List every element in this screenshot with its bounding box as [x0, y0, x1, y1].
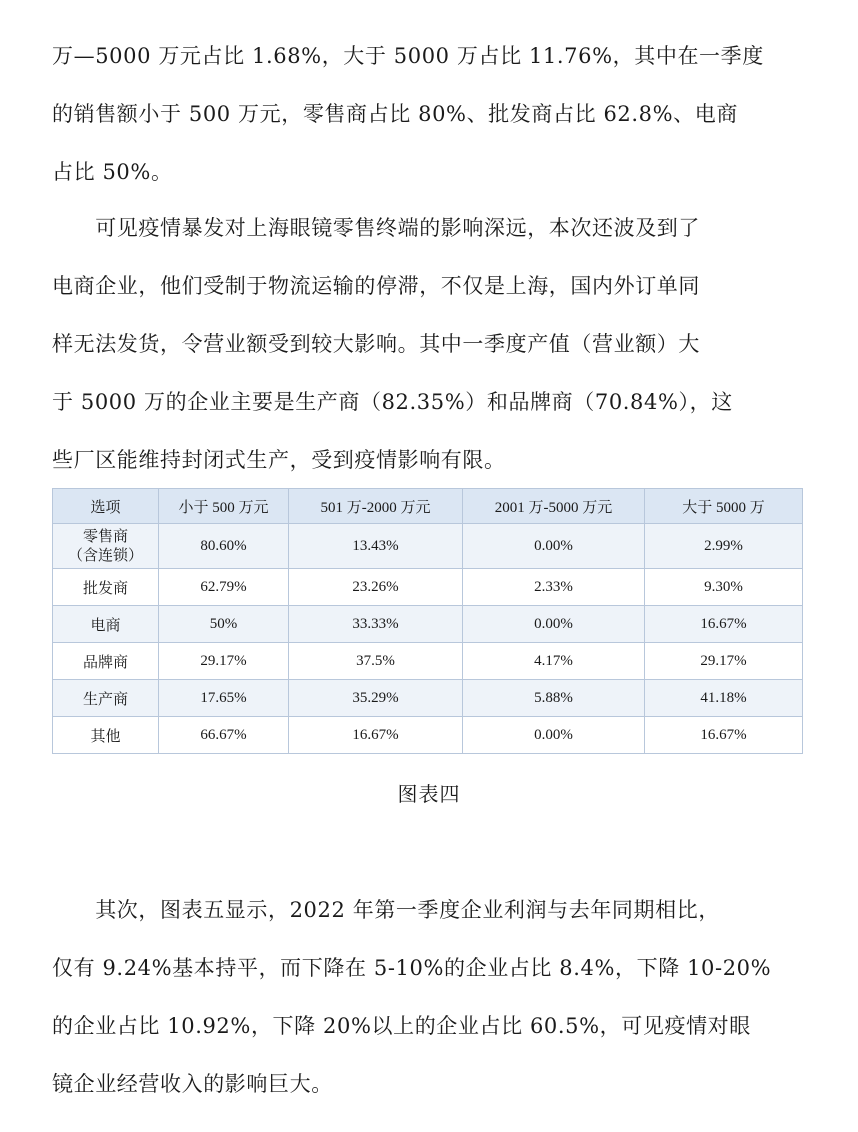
table-cell: 17.65% [159, 680, 289, 717]
text-line: 的企业占比 10.92%，下降 20%以上的企业占比 60.5%，可见疫情对眼 [52, 1014, 751, 1038]
table-cell: 0.00% [463, 606, 645, 643]
table-row [53, 569, 803, 606]
row-label: 电商 [53, 606, 159, 643]
table-cell: 2.99% [645, 524, 803, 569]
text-line: 电商企业，他们受制于物流运输的停滞，不仅是上海，国内外订单同 [52, 274, 700, 298]
table-row [53, 524, 803, 569]
table-header-cell: 大于 5000 万 [645, 489, 803, 524]
row-label: 品牌商 [53, 643, 159, 680]
text-line: 的销售额小于 500 万元，零售商占比 80%、批发商占比 62.8%、电商 [52, 102, 738, 126]
table-cell: 23.26% [289, 569, 463, 606]
table-cell: 2.33% [463, 569, 645, 606]
row-label: 批发商 [53, 569, 159, 606]
row-label [53, 524, 159, 569]
table-cell: 80.60% [159, 524, 289, 569]
table-cell: 62.79% [159, 569, 289, 606]
row-label-sub: （含连锁） [67, 546, 143, 564]
row-label: 生产商 [53, 680, 159, 717]
table-cell: 13.43% [289, 524, 463, 569]
table-header-cell: 小于 500 万元 [159, 489, 289, 524]
table-header-cell: 2001 万-5000 万元 [463, 489, 645, 524]
table-row [53, 606, 803, 643]
text-line: 于 5000 万的企业主要是生产商（82.35%）和品牌商（70.84%），这 [52, 390, 733, 414]
paragraph-epidemic-impact [52, 199, 804, 489]
table-cell: 37.5% [289, 643, 463, 680]
table-caption: 图表四 [397, 782, 461, 806]
table-header-cell: 501 万-2000 万元 [289, 489, 463, 524]
table-cell: 50% [159, 606, 289, 643]
text-line: 可见疫情暴发对上海眼镜零售终端的影响深远，本次还波及到了 [52, 216, 700, 240]
table-cell: 4.17% [463, 643, 645, 680]
table-cell: 16.67% [645, 717, 803, 754]
text-line: 占比 50%。 [52, 160, 173, 184]
table-header-row [53, 489, 803, 524]
paragraph-sales-share [52, 27, 804, 201]
row-label-main: 零售商 [82, 527, 128, 545]
paragraph-profit-change [52, 881, 804, 1113]
text-line: 样无法发货，令营业额受到较大影响。其中一季度产值（营业额）大 [52, 332, 700, 356]
table-cell: 41.18% [645, 680, 803, 717]
sales-share-table-container [52, 488, 802, 754]
table-row [53, 680, 803, 717]
text-line: 万—5000 万元占比 1.68%，大于 5000 万占比 11.76%，其中在一季度 [52, 44, 764, 68]
text-line: 些厂区能维持封闭式生产，受到疫情影响有限。 [52, 448, 506, 472]
table-cell: 66.67% [159, 717, 289, 754]
text-line: 仅有 9.24%基本持平，而下降在 5-10%的企业占比 8.4%，下降 10-20% [52, 956, 772, 980]
table-cell: 16.67% [645, 606, 803, 643]
sales-share-table [52, 488, 803, 754]
table-cell: 5.88% [463, 680, 645, 717]
table-cell: 33.33% [289, 606, 463, 643]
table-header-cell: 选项 [53, 489, 159, 524]
table-cell: 16.67% [289, 717, 463, 754]
table-cell: 0.00% [463, 717, 645, 754]
table-cell: 29.17% [645, 643, 803, 680]
table-row [53, 717, 803, 754]
table-cell: 29.17% [159, 643, 289, 680]
table-cell: 35.29% [289, 680, 463, 717]
text-line: 镜企业经营收入的影响巨大。 [52, 1072, 333, 1096]
row-label: 其他 [53, 717, 159, 754]
text-line: 其次，图表五显示，2022 年第一季度企业利润与去年同期相比， [52, 898, 720, 922]
table-cell: 0.00% [463, 524, 645, 569]
table-cell: 9.30% [645, 569, 803, 606]
table-row [53, 643, 803, 680]
